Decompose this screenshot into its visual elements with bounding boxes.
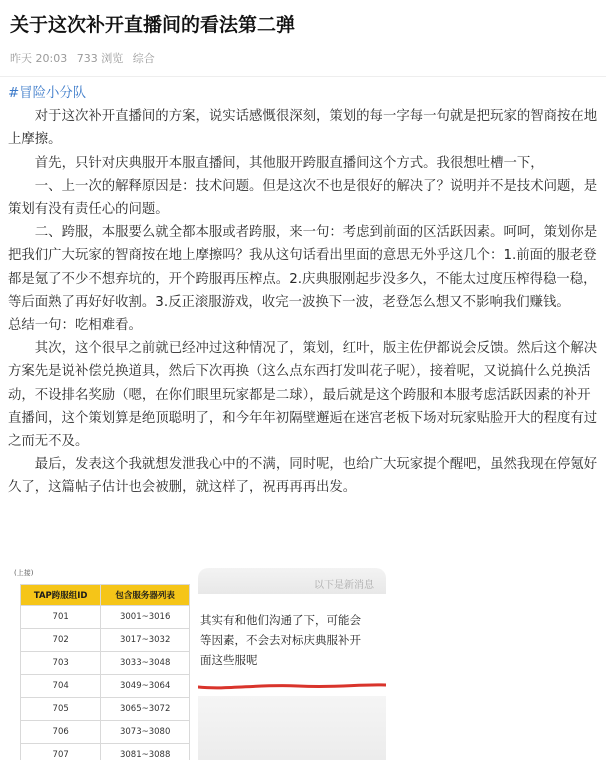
chat-line-1: 其实有和他们沟通了下，可能会 xyxy=(200,613,361,627)
chat-line-3: 面这些服呢 xyxy=(200,653,258,667)
post-views: 733 浏览 xyxy=(76,52,124,65)
post-meta xyxy=(10,50,161,68)
table-header-server-list: 包含服务器列表 xyxy=(101,585,190,606)
table-row xyxy=(21,606,190,629)
post-time: 昨天 20:03 xyxy=(10,52,68,65)
table-cell: 701 xyxy=(21,606,101,629)
server-group-table xyxy=(20,584,190,760)
table-cell: 3081~3088 xyxy=(101,744,190,761)
post-title: 关于这次补开直播间的看法第二弹 xyxy=(10,14,296,36)
table-cell: 3049~3064 xyxy=(101,675,190,698)
table-cell: 707 xyxy=(21,744,101,761)
table-cell: 3033~3048 xyxy=(101,652,190,675)
chat-screenshot-image[interactable] xyxy=(198,568,386,760)
table-row xyxy=(21,652,190,675)
paragraph-2: 首先，只针对庆典服开本服直播间，其他服开跨服直播间这个方式。我很想吐槽一下， xyxy=(34,155,544,171)
table-header-group-id: TAP跨服组ID xyxy=(21,585,101,606)
server-group-table-image[interactable] xyxy=(10,568,192,760)
table-cell: 705 xyxy=(21,698,101,721)
table-cell: 3073~3080 xyxy=(101,721,190,744)
table-cell: 3017~3032 xyxy=(101,629,190,652)
table-row xyxy=(21,744,190,761)
table-row xyxy=(21,698,190,721)
post-body xyxy=(8,82,600,500)
paragraph-5: 其次，这个很早之前就已经冲过这种情况了，策划，红叶，版主佐伊都说会反馈。然后这个解决方案先是说补偿兑换道具，然后下次再换（这么点东西打发叫花子呢），接着呢，又说搞什么兑换活动，不设排名奖励（嗯，在你们眼里玩家都是二球），最后就是这个跨服和本服考虑活跃因素的补开直播间，这个策划算是绝顶聪明了，和今年年初隔壁邂逅在迷宫老板下场对玩家贴脸开大的程度有过之而无不及。 xyxy=(8,341,598,450)
chat-bottom-area xyxy=(198,696,386,760)
table-cell: 704 xyxy=(21,675,101,698)
table-cell: 702 xyxy=(21,629,101,652)
table-row xyxy=(21,675,190,698)
topic-hashtag-link[interactable]: #冒险小分队 xyxy=(8,86,87,101)
table-cell: 706 xyxy=(21,721,101,744)
paragraph-6: 最后，发表这个我就想发泄我心中的不满，同时呢，也给广大玩家提个醒吧，虽然我现在停氪好久了，这篇帖子估计也会被删，就这样了，祝再再再出发。 xyxy=(8,457,598,496)
chat-top-text: 以下是新消息 xyxy=(314,580,374,591)
table-row xyxy=(21,629,190,652)
table-cell: 3001~3016 xyxy=(101,606,190,629)
table-row xyxy=(21,721,190,744)
image-caption: (上接) xyxy=(14,569,34,577)
table-cell: 703 xyxy=(21,652,101,675)
table-cell: 3065~3072 xyxy=(101,698,190,721)
red-underline-mark xyxy=(198,678,386,692)
divider xyxy=(0,76,606,77)
post-category-link[interactable]: 综合 xyxy=(132,52,155,65)
paragraph-1: 对于这次补开直播间的方案，说实话感慨很深刻，策划的每一字每一句就是把玩家的智商按在地上摩擦。 xyxy=(8,109,598,148)
paragraph-4: 二、跨服，本服要么就全都本服或者跨服，来一句：考虑到前面的区活跃因素。呵呵，策划你是把我们广大玩家的智商按在地上摩擦吗？我从这句话看出里面的意思无外乎这几个：1.前面的服老登都是氪了不少不想弃坑的，开个跨服再压榨点。2.庆典服刚起步没多久，不能太过度压榨得稳一稳，等后面熟了再好好收割。3.反正滚服游戏，收完一波换下一波，老登怎么想又不影响我们赚钱。 总结一句：吃相难看。 xyxy=(8,225,598,334)
paragraph-3: 一、上一次的解释原因是：技术问题。但是这次不也是很好的解决了？说明并不是技术问题，是策划有没有责任心的问题。 xyxy=(8,178,598,218)
chat-line-2: 等因素，不会去对标庆典服补开 xyxy=(200,633,361,647)
